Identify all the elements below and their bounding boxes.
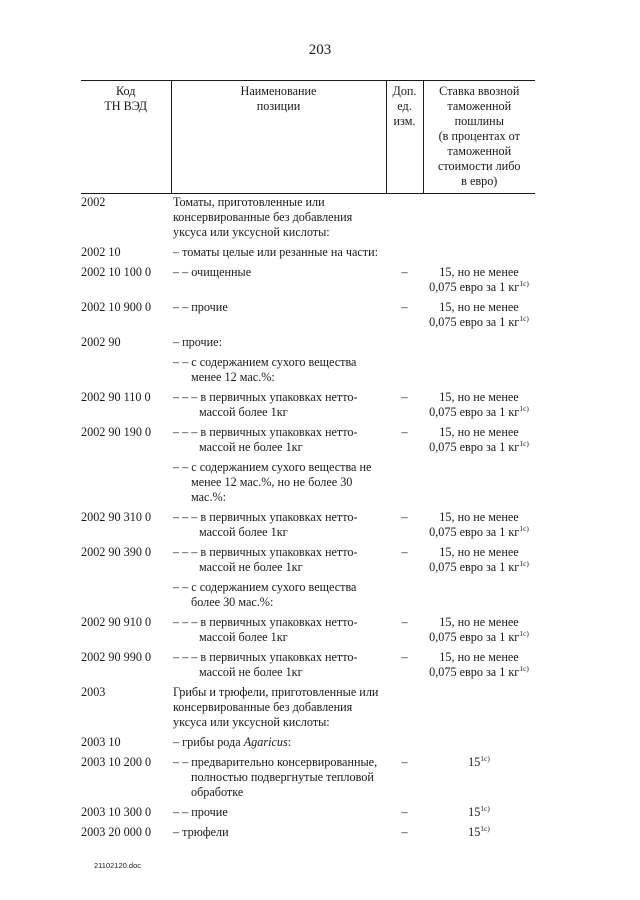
row-rate-text: 15 [468, 755, 481, 769]
row-rate [423, 647, 535, 682]
row-name [171, 802, 386, 822]
row-code: 2002 90 910 0 [81, 615, 152, 629]
row-rate [423, 387, 535, 422]
row-name [171, 647, 386, 682]
row-rate [423, 194, 535, 243]
row-code: 2002 90 110 0 [81, 390, 151, 404]
row-rate-footnote: 1с) [480, 824, 490, 833]
row-rate-footnote: 1с) [480, 804, 490, 813]
row-name [171, 297, 386, 332]
header-name-line: позиции [256, 99, 301, 113]
table-row [81, 332, 535, 352]
row-unit [386, 194, 423, 243]
row-name [171, 332, 386, 352]
row-name-text: – – – в первичных упаковках нетто-массой более 1кг [173, 510, 358, 539]
row-unit: – [401, 545, 408, 559]
header-name-line: Наименование [240, 84, 317, 98]
row-code: 2003 20 000 0 [81, 825, 152, 839]
row-code: 2003 [81, 685, 106, 699]
row-rate [423, 577, 535, 612]
row-name [171, 507, 386, 542]
row-rate-footnote: 1с) [519, 559, 529, 568]
row-unit: – [401, 650, 408, 664]
row-rate-text: 15, но не менее 0,075 евро за 1 кг [429, 545, 520, 574]
row-unit: – [401, 390, 408, 404]
row-rate [423, 542, 535, 577]
row-rate-text: 15, но не менее 0,075 евро за 1 кг [429, 300, 520, 329]
header-rate [423, 81, 535, 194]
row-name [171, 387, 386, 422]
table-row [81, 242, 535, 262]
row-rate [423, 332, 535, 352]
footer-filename: 21102120.doc [94, 861, 141, 870]
row-name-text: Томаты, приготовленные или консервированные без добавления уксуса или уксусной кислоты: [173, 195, 353, 239]
header-unit-line: ед. [397, 99, 412, 113]
row-unit [386, 242, 423, 262]
row-name-text: – – – в первичных упаковках нетто-массой не более 1кг [173, 650, 358, 679]
genus-name: Agaricus [243, 735, 288, 749]
table-row [81, 542, 535, 577]
row-code: 2002 10 100 0 [81, 265, 152, 279]
row-name-text: – грибы рода Agaricus: [173, 735, 292, 749]
table-row [81, 822, 535, 842]
row-code: 2002 90 310 0 [81, 510, 152, 524]
table-row [81, 457, 535, 507]
row-name [171, 457, 386, 507]
header-code [81, 81, 171, 194]
row-name [171, 542, 386, 577]
row-name-text: – – очищенные [173, 265, 252, 279]
row-rate-footnote: 1с) [519, 629, 529, 638]
table-row [81, 297, 535, 332]
row-code: 2002 90 190 0 [81, 425, 152, 439]
header-rate-line: в евро) [461, 174, 498, 188]
header-code-line: Код [116, 84, 136, 98]
row-code: 2002 10 [81, 245, 121, 259]
header-name [171, 81, 386, 194]
header-unit-line: Доп. [392, 84, 417, 98]
table-row [81, 732, 535, 752]
row-rate [423, 262, 535, 297]
row-code: 2002 90 990 0 [81, 650, 152, 664]
table-header-row [81, 81, 535, 194]
row-rate-text: 15 [468, 805, 481, 819]
header-rate-line: Ставка ввозной [439, 84, 520, 98]
page-number: 203 [308, 42, 332, 58]
row-rate [423, 802, 535, 822]
row-unit: – [401, 265, 408, 279]
row-name [171, 352, 386, 387]
header-rate-line: стоимости либо [437, 159, 521, 173]
header-rate-line: пошлины [454, 114, 504, 128]
row-rate [423, 612, 535, 647]
row-name [171, 612, 386, 647]
row-name-text: – – – в первичных упаковках нетто-массой не более 1кг [173, 425, 358, 454]
header-unit-line: изм. [393, 114, 416, 128]
header-rate-line: (в процентах от [438, 129, 520, 143]
row-name-text: – – прочие [173, 805, 228, 819]
row-name-text: – прочие: [173, 335, 222, 349]
table-row [81, 612, 535, 647]
row-unit [386, 457, 423, 507]
header-unit [386, 81, 423, 194]
table-row [81, 194, 535, 243]
row-name [171, 682, 386, 732]
row-unit: – [401, 755, 408, 769]
row-unit [386, 732, 423, 752]
row-name-text: – – предварительно консервированные, полностью подвергнутые тепловой обработке [173, 755, 378, 799]
row-name-text: – трюфели [173, 825, 229, 839]
row-name-text: – – с содержанием сухого вещества более 30 мас.%: [173, 580, 357, 609]
row-rate [423, 242, 535, 262]
row-unit [386, 352, 423, 387]
row-rate [423, 457, 535, 507]
row-code [81, 457, 171, 507]
table-row [81, 422, 535, 457]
table-row [81, 752, 535, 802]
row-code: 2003 10 200 0 [81, 755, 152, 769]
row-name [171, 577, 386, 612]
row-rate-footnote: 1с) [519, 279, 529, 288]
row-name [171, 422, 386, 457]
row-rate-footnote: 1с) [480, 754, 490, 763]
row-unit: – [401, 510, 408, 524]
row-unit [386, 332, 423, 352]
row-unit [386, 682, 423, 732]
row-unit: – [401, 825, 408, 839]
row-rate-text: 15, но не менее 0,075 евро за 1 кг [429, 650, 520, 679]
row-unit: – [401, 300, 408, 314]
header-rate-line: таможенной [447, 144, 512, 158]
row-name [171, 194, 386, 243]
row-rate [423, 682, 535, 732]
table-row [81, 577, 535, 612]
row-rate [423, 732, 535, 752]
row-unit [386, 577, 423, 612]
row-code: 2002 90 390 0 [81, 545, 152, 559]
row-rate-text: 15, но не менее 0,075 евро за 1 кг [429, 510, 520, 539]
row-code: 2003 10 [81, 735, 121, 749]
row-name [171, 262, 386, 297]
row-name-text: – – – в первичных упаковках нетто-массой более 1кг [173, 390, 358, 419]
row-rate-footnote: 1с) [519, 314, 529, 323]
row-rate-footnote: 1с) [519, 404, 529, 413]
row-name-text: – – с содержанием сухого вещества менее 12 мас.%: [173, 355, 357, 384]
row-code: 2003 10 300 0 [81, 805, 152, 819]
row-name [171, 822, 386, 842]
row-name-text: – – – в первичных упаковках нетто-массой не более 1кг [173, 545, 358, 574]
row-name [171, 732, 386, 752]
row-code: 2002 10 900 0 [81, 300, 152, 314]
row-rate-text: 15, но не менее 0,075 евро за 1 кг [429, 615, 520, 644]
row-rate [423, 297, 535, 332]
row-name [171, 242, 386, 262]
row-name-text: – – с содержанием сухого вещества не менее 12 мас.%, но не более 30 мас.%: [173, 460, 372, 504]
row-unit: – [401, 425, 408, 439]
table-row [81, 682, 535, 732]
row-rate-footnote: 1с) [519, 524, 529, 533]
table-row [81, 802, 535, 822]
row-code: 2002 [81, 195, 106, 209]
row-unit: – [401, 615, 408, 629]
header-code-line: ТН ВЭД [104, 99, 148, 113]
row-name-text: – – – в первичных упаковках нетто-массой более 1кг [173, 615, 358, 644]
row-rate [423, 507, 535, 542]
row-name-text: – томаты целые или резанные на части: [173, 245, 379, 259]
table-row [81, 262, 535, 297]
row-code [81, 352, 171, 387]
row-rate [423, 352, 535, 387]
row-code [81, 577, 171, 612]
tariff-table [81, 80, 535, 842]
row-rate [423, 752, 535, 802]
row-rate-text: 15, но не менее 0,075 евро за 1 кг [429, 265, 520, 294]
row-name-text: – – прочие [173, 300, 228, 314]
table-row [81, 387, 535, 422]
row-rate-footnote: 1с) [519, 664, 529, 673]
header-rate-line: таможенной [447, 99, 512, 113]
row-name-text: Грибы и трюфели, приготовленные или консервированные без добавления уксуса или уксусной кислоты: [173, 685, 379, 729]
row-rate-footnote: 1с) [519, 439, 529, 448]
row-name [171, 752, 386, 802]
row-rate [423, 422, 535, 457]
table-row [81, 352, 535, 387]
row-unit: – [401, 805, 408, 819]
row-rate-text: 15 [468, 825, 481, 839]
row-rate [423, 822, 535, 842]
table-row [81, 647, 535, 682]
row-code: 2002 90 [81, 335, 121, 349]
row-rate-text: 15, но не менее 0,075 евро за 1 кг [429, 390, 520, 419]
table-row [81, 507, 535, 542]
row-rate-text: 15, но не менее 0,075 евро за 1 кг [429, 425, 520, 454]
